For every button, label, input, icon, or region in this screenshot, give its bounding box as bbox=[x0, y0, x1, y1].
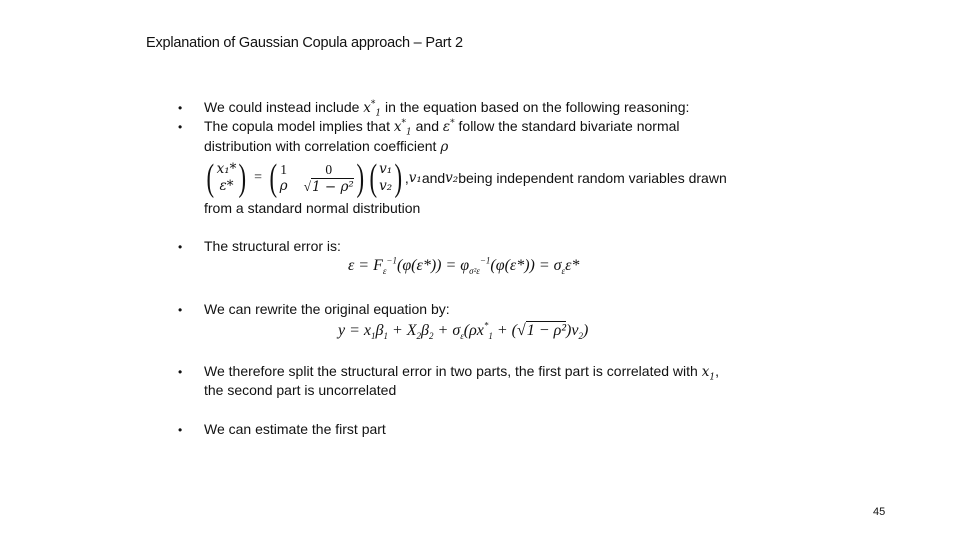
eq-part: ) bbox=[582, 322, 589, 339]
math-var: v₁ bbox=[408, 170, 422, 186]
eq-part: (φ(ε*)) = σ bbox=[490, 257, 562, 274]
cell: ε* bbox=[219, 178, 234, 194]
page-number: 45 bbox=[873, 506, 886, 518]
cell: 1 − ρ² bbox=[312, 178, 354, 195]
sub: 2 bbox=[429, 331, 434, 342]
bullet-5-line-1 bbox=[204, 363, 719, 383]
bullet-2-line-2 bbox=[204, 138, 448, 155]
sub: 2 bbox=[578, 331, 583, 342]
sub: 1 bbox=[406, 127, 412, 138]
sub: 1 bbox=[709, 372, 716, 383]
sub: ε bbox=[382, 266, 387, 277]
matrix-equation bbox=[204, 157, 727, 199]
math-var bbox=[701, 364, 716, 383]
eq-part: + (√ bbox=[492, 322, 526, 339]
text: distribution with correlation coefficient bbox=[204, 138, 441, 154]
text: We could instead include bbox=[204, 99, 364, 115]
sub: σ²ε bbox=[469, 266, 480, 277]
sub: 1 bbox=[371, 331, 376, 342]
math-var bbox=[393, 118, 412, 138]
math-var: ρ bbox=[440, 139, 449, 155]
matrix: ( 1 0 ρ √1 − ρ² ) bbox=[269, 157, 364, 199]
eq-part: ε* bbox=[565, 257, 580, 274]
cell: x₁* bbox=[216, 161, 237, 177]
bullet-4: We can rewrite the original equation by: bbox=[204, 301, 450, 317]
sub: 1 bbox=[375, 108, 382, 119]
var: x bbox=[393, 119, 402, 135]
eq-part: β bbox=[375, 322, 384, 339]
text: The copula model implies that bbox=[204, 118, 394, 134]
eq-part: ε = F bbox=[348, 257, 383, 274]
sup: * bbox=[370, 99, 376, 110]
cell: 1 bbox=[280, 161, 287, 177]
bullet-5-line-2: the second part is uncorrelated bbox=[204, 382, 397, 398]
text: follow the standard bivariate normal bbox=[454, 118, 680, 134]
bullet-icon: • bbox=[178, 303, 183, 317]
eq-part: y = x bbox=[338, 322, 371, 339]
slide-title: Explanation of Gaussian Copula approach – Part 2 bbox=[146, 35, 463, 51]
eq-part: + σ bbox=[433, 322, 461, 339]
bullet-icon: • bbox=[178, 240, 183, 254]
bullet-2-line-1 bbox=[204, 118, 680, 138]
sup: −1 bbox=[479, 255, 491, 266]
sub: 1 bbox=[383, 331, 388, 342]
vector-right: ( v₁ v₂ ) bbox=[369, 157, 403, 199]
sup: * bbox=[483, 320, 489, 331]
math-var bbox=[363, 99, 382, 119]
vector-left: ( x₁* ε* ) bbox=[206, 157, 247, 199]
var: x bbox=[363, 100, 371, 116]
eq-part: β bbox=[421, 322, 430, 339]
eq-part: )v bbox=[566, 322, 579, 339]
text: and bbox=[421, 170, 446, 186]
bullet-3: The structural error is: bbox=[204, 238, 341, 254]
sup: −1 bbox=[386, 255, 397, 266]
sub: ε bbox=[460, 331, 464, 342]
bullet-6: We can estimate the first part bbox=[204, 421, 386, 437]
sqrt-sign: √ bbox=[303, 178, 312, 194]
text: , bbox=[404, 170, 409, 186]
cell: ρ bbox=[279, 177, 288, 194]
cell: v₂ bbox=[379, 178, 393, 194]
sub: 1 bbox=[488, 331, 493, 342]
eq-part: 1 − ρ² bbox=[526, 322, 567, 339]
text: We therefore split the structural error in two parts, the first part is correlated with bbox=[204, 363, 702, 379]
bullet-icon: • bbox=[178, 365, 183, 379]
var: x bbox=[701, 364, 710, 380]
var: ε bbox=[442, 119, 451, 135]
text: , bbox=[715, 363, 719, 379]
math-var: v₂ bbox=[445, 170, 459, 186]
eq-part: + X bbox=[387, 322, 417, 339]
sup: * bbox=[401, 118, 406, 129]
text: being independent random variables drawn bbox=[458, 170, 727, 186]
bullet-1 bbox=[204, 99, 690, 119]
bullet-2-line-4: from a standard normal distribution bbox=[204, 200, 421, 216]
sup: * bbox=[450, 118, 455, 129]
eq-part: (φ(ε*)) = φ bbox=[397, 257, 470, 274]
bullet-icon: • bbox=[178, 120, 183, 134]
sub: 2 bbox=[416, 331, 422, 342]
bullet-icon: • bbox=[178, 101, 183, 115]
text: in the equation based on the following reasoning: bbox=[381, 99, 690, 115]
math-var bbox=[443, 119, 455, 135]
cell: 0 bbox=[325, 161, 333, 177]
sub: ε bbox=[561, 266, 566, 277]
eq-part: (ρx bbox=[463, 322, 484, 339]
structural-error-equation bbox=[348, 257, 579, 275]
equals: = bbox=[254, 170, 262, 185]
cell: v₁ bbox=[379, 161, 393, 177]
rewritten-equation bbox=[338, 322, 588, 340]
text: and bbox=[411, 118, 443, 134]
bullet-icon: • bbox=[178, 423, 183, 437]
